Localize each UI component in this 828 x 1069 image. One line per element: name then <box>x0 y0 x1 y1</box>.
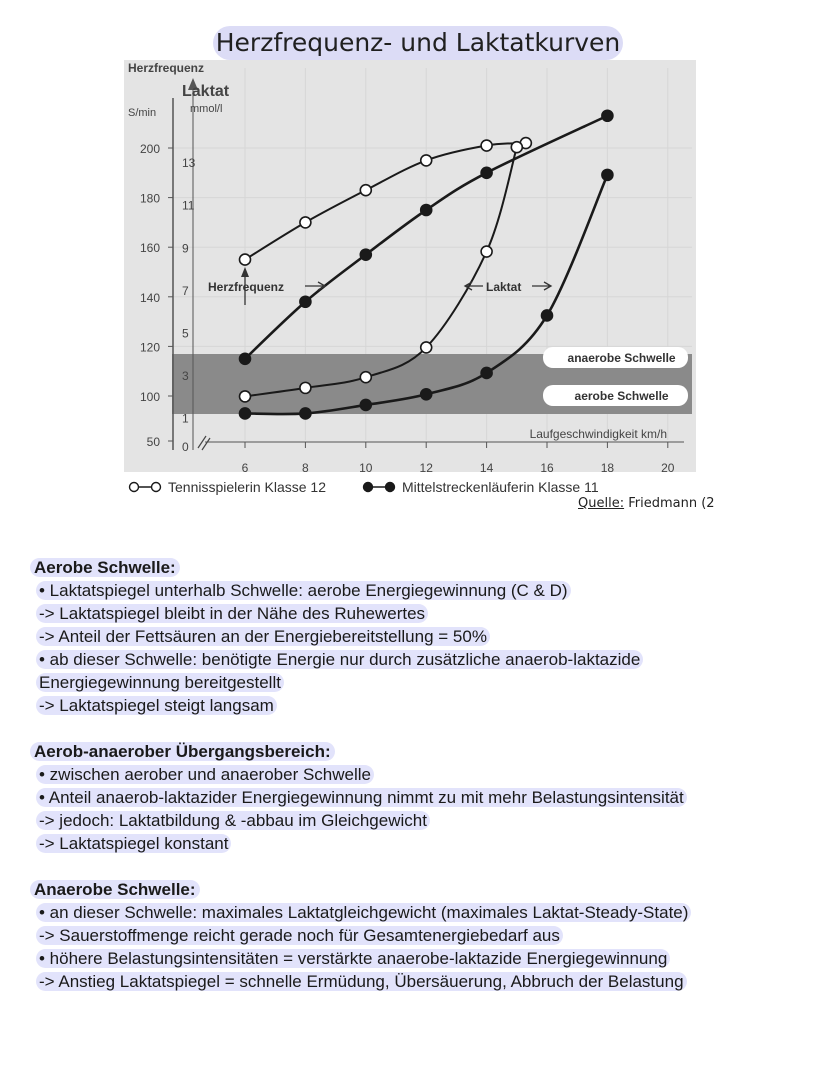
legend-marker <box>364 483 373 492</box>
page-title: Herzfrequenz- und Laktatkurven <box>213 26 623 60</box>
x-axis-label: Laufgeschwindigkeit km/h <box>529 427 667 441</box>
data-point-open <box>240 254 251 265</box>
note-text: • zwischen aerober und anaerober Schwelle <box>36 765 374 784</box>
note-line <box>30 763 820 786</box>
note-text: -> Anteil der Fettsäuren an der Energiebereitstellung = 50% <box>36 627 490 646</box>
x-tick-label: 18 <box>600 461 615 475</box>
note-line <box>30 671 820 694</box>
hr-tick-label: 200 <box>139 142 160 156</box>
data-point-open <box>421 342 432 353</box>
lactate-tick-label: 9 <box>182 241 189 256</box>
note-line <box>30 602 820 625</box>
x-tick-label: 20 <box>661 461 675 475</box>
data-point-filled <box>602 110 613 121</box>
heading-text: Anaerobe Schwelle: <box>30 880 200 899</box>
data-point-filled <box>421 389 432 400</box>
x-tick-label: 10 <box>359 461 373 475</box>
notes <box>30 556 820 1016</box>
note-text: Energiegewinnung bereitgestellt <box>36 673 284 692</box>
hr-annotation: Herzfrequenz <box>208 280 285 294</box>
section-anaerobe-schwelle <box>30 878 820 993</box>
note-line <box>30 901 756 924</box>
note-text: • höhere Belastungsintensitäten = verstärkte anaerobe-laktazide Energiegewinnung <box>36 949 670 968</box>
x-tick-label: 8 <box>302 461 309 475</box>
heading-text: Aerob-anaerober Übergangsbereich: <box>30 742 335 761</box>
note-text: -> Sauerstoffmenge reicht gerade noch für Gesamtenergiebedarf aus <box>36 926 563 945</box>
note-line <box>30 579 820 602</box>
data-point-filled <box>542 310 553 321</box>
data-point-open <box>300 382 311 393</box>
x-tick-label: 16 <box>540 461 554 475</box>
hr-tick-label: 180 <box>139 191 160 206</box>
note-line <box>30 648 820 671</box>
note-text: -> Anstieg Laktatspiegel = schnelle Ermüdung, Übersäuerung, Abbruch der Belastung <box>36 972 687 991</box>
legend-marker <box>152 483 161 492</box>
source-label: Quelle: <box>578 496 625 511</box>
data-point-open <box>421 155 432 166</box>
note-line <box>30 694 820 717</box>
data-point-filled <box>421 205 432 216</box>
anaerobe-schwelle-label: anaerobe Schwelle <box>567 351 676 365</box>
note-line <box>30 786 820 809</box>
section-heading <box>30 740 820 763</box>
data-point-filled <box>602 169 613 180</box>
data-point-filled <box>481 367 492 378</box>
chart-legend <box>130 479 599 495</box>
source-text: Friedmann (2 <box>624 496 715 511</box>
heart-rate-lactate-chart <box>110 58 710 498</box>
section-heading <box>30 878 820 901</box>
data-point-filled <box>240 408 251 419</box>
note-text: -> Laktatspiegel steigt langsam <box>36 696 277 715</box>
legend-marker <box>130 483 139 492</box>
note-text: • Anteil anaerob-laktazider Energiegewinnung nimmt zu mit mehr Belastungsintensität <box>36 788 687 807</box>
note-text: -> jedoch: Laktatbildung & -abbau im Gleichgewicht <box>36 811 430 830</box>
lactate-axis-title: Laktat <box>182 83 230 100</box>
note-text: • an dieser Schwelle: maximales Laktatgleichgewicht (maximales Laktat-Steady-State) <box>36 903 691 922</box>
section-heading <box>30 556 820 579</box>
heading-text: Aerobe Schwelle: <box>30 558 180 577</box>
hr-tick-label: 160 <box>139 241 160 256</box>
x-tick-label: 14 <box>479 461 494 475</box>
lactate-tick-label: 13 <box>182 156 196 171</box>
hr-tick-label: 100 <box>139 390 160 404</box>
aerobe-schwelle-label: aerobe Schwelle <box>574 389 669 403</box>
hr-tick-label: 120 <box>139 340 160 355</box>
note-line <box>30 970 820 993</box>
data-point-open <box>511 142 522 153</box>
data-point-open <box>360 372 371 383</box>
lactate-annotation: Laktat <box>486 280 522 294</box>
legend-label: Tennisspielerin Klasse 12 <box>168 479 326 495</box>
note-text: • Laktatspiegel unterhalb Schwelle: aerobe Energiegewinnung (C & D) <box>36 581 571 600</box>
data-point-filled <box>481 167 492 178</box>
note-line <box>30 947 820 970</box>
note-line <box>30 625 820 648</box>
note-text: • ab dieser Schwelle: benötigte Energie nur durch zusätzliche anaerob-laktazide <box>36 650 643 669</box>
data-point-open <box>481 140 492 151</box>
legend-label: Mittelstreckenläuferin Klasse 11 <box>402 479 599 495</box>
lactate-tick-label: 3 <box>182 369 189 384</box>
data-point-filled <box>300 296 311 307</box>
lactate-unit: mmol/l <box>190 103 223 115</box>
note-text: -> Laktatspiegel bleibt in der Nähe des Ruhewertes <box>36 604 428 623</box>
data-point-open <box>481 246 492 257</box>
note-text: -> Laktatspiegel konstant <box>36 834 231 853</box>
note-line <box>30 832 820 855</box>
hr-tick-label: 140 <box>139 290 160 305</box>
lactate-tick-label: 0 <box>182 440 189 454</box>
lactate-tick-label: 5 <box>182 326 189 341</box>
x-tick-label: 6 <box>241 461 249 475</box>
data-point-filled <box>360 249 371 260</box>
note-line <box>30 809 820 832</box>
data-point-open <box>240 391 251 402</box>
source-citation <box>578 496 715 511</box>
data-point-filled <box>300 408 311 419</box>
data-point-filled <box>360 399 371 410</box>
lactate-tick-label: 7 <box>182 283 189 298</box>
section-aerobe-schwelle <box>30 556 820 717</box>
note-line <box>30 924 820 947</box>
hr-axis-title: Herzfrequenz <box>128 61 205 75</box>
legend-marker <box>386 483 395 492</box>
hr-tick-label: 50 <box>146 435 160 449</box>
x-tick-label: 12 <box>419 461 433 475</box>
lactate-tick-label: 1 <box>182 411 189 426</box>
data-point-open <box>360 185 371 196</box>
lactate-tick-label: 11 <box>182 198 195 213</box>
hr-unit: S/min <box>128 107 157 119</box>
section-uebergangsbereich <box>30 740 820 855</box>
data-point-open <box>300 217 311 228</box>
data-point-filled <box>240 353 251 364</box>
